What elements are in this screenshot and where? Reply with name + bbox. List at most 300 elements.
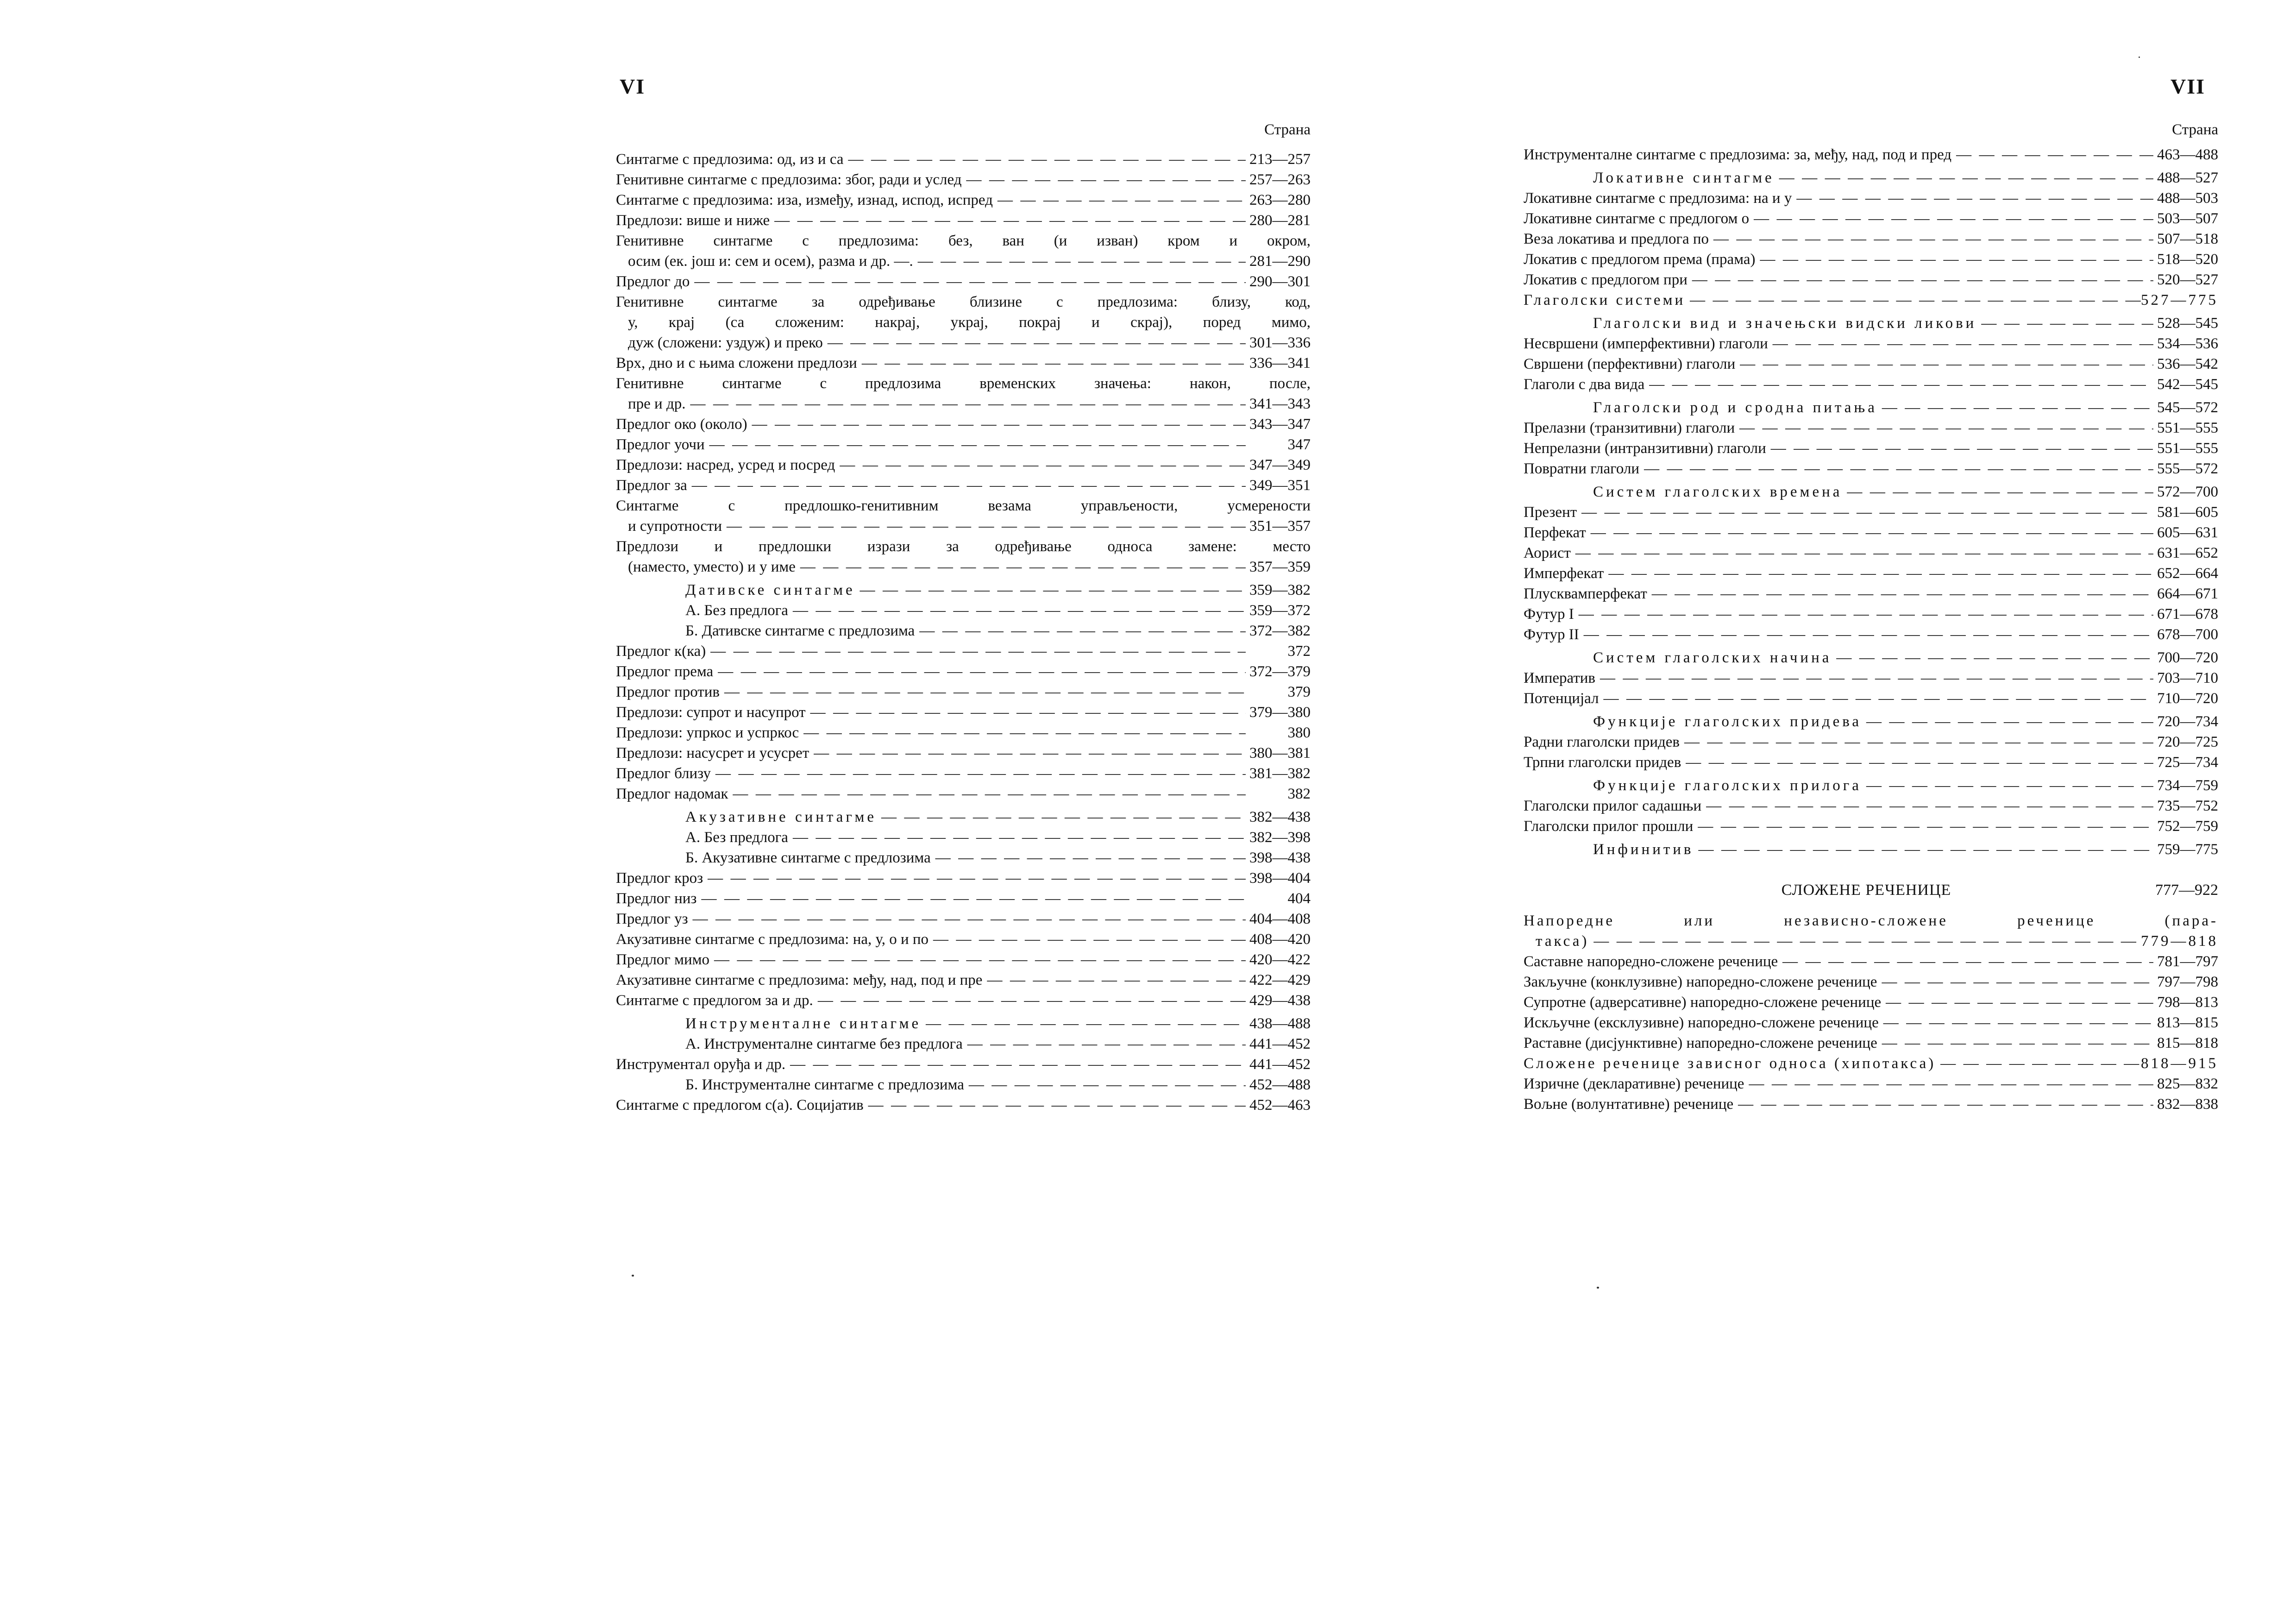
toc-entry	[1524, 711, 2218, 732]
toc-entry	[616, 702, 1311, 723]
toc-entry-title: Раставне (дисјунктивне) напоредно-сложене реченице	[1524, 1035, 1877, 1051]
dash-leader	[1877, 397, 2153, 418]
toc-entry-pages: 372—382	[1249, 623, 1311, 639]
toc-entry-title: Непрелазни (интранзитивни) глаголи	[1524, 440, 1766, 457]
print-speck	[632, 1275, 634, 1277]
toc-entry-title: Б. Акузативне синтагме с предлозима	[685, 849, 931, 866]
toc-entry-title: Предлог према	[616, 663, 714, 680]
toc-entry	[1524, 1013, 2218, 1033]
toc-entry-title: Б. Инструменталне синтагме с предлозима	[685, 1076, 964, 1093]
toc-entry	[616, 1095, 1311, 1115]
toc-entry-pages: 664—671	[2157, 585, 2218, 602]
toc-entry-pages: 341—343	[1249, 396, 1311, 412]
dash-leader	[963, 1034, 1246, 1054]
toc-entry-title: Предлог за	[616, 477, 687, 494]
dash-leader	[1577, 502, 2153, 522]
toc-entry-title: Глаголски прилог садашњи	[1524, 798, 1702, 814]
toc-entry-title-line: у, крај (са сложеним: накрај, украј, покрај и скрај), поред мимо,	[628, 314, 1311, 331]
dash-leader	[1595, 668, 2153, 688]
toc-entry	[616, 641, 1311, 661]
toc-entry-pages: 779—818	[2141, 933, 2218, 950]
toc-entry-title: Предлог мимо	[616, 951, 710, 968]
toc-entry	[616, 723, 1311, 743]
toc-entry	[616, 784, 1311, 804]
dash-leader	[713, 661, 1246, 682]
dash-leader	[1778, 951, 2153, 972]
toc-entry	[1524, 438, 2218, 459]
toc-entry	[1524, 229, 2218, 249]
toc-entry-pages: 797—798	[2157, 974, 2218, 990]
toc-entry	[1524, 482, 2218, 502]
toc-entry	[616, 743, 1311, 763]
toc-entry-pages: 463—488	[2157, 146, 2218, 163]
toc-entry-title: Прелазни (транзитивни) глаголи	[1524, 420, 1735, 436]
dash-leader	[809, 743, 1246, 763]
dash-leader	[1647, 584, 2153, 604]
toc-entry	[1524, 816, 2218, 837]
toc-entry-title: Синтагме с предлозима: од, из и са	[616, 151, 844, 168]
toc-entry-title: Презент	[1524, 504, 1577, 521]
toc-entry-pages: 534—536	[2157, 335, 2218, 352]
toc-entry-title: Радни глаголски придев	[1524, 734, 1680, 750]
dash-leader	[1744, 1074, 2153, 1094]
column-header: Страна	[2172, 121, 2218, 138]
toc-entry-title: Повратни глаголи	[1524, 460, 1640, 477]
toc-entry-title: Систем глаголских начина	[1593, 649, 1832, 666]
toc-entry	[1524, 208, 2218, 229]
toc-entry-title: Синтагме с предлогом с(а). Социјатив	[616, 1097, 864, 1113]
toc-entry	[616, 434, 1311, 455]
toc-entry-pages: 572—700	[2157, 484, 2218, 500]
toc-entry-pages: 438—488	[1249, 1015, 1311, 1032]
toc-entry-pages: 759—775	[2157, 841, 2218, 858]
toc-entry	[1524, 522, 2218, 543]
toc-entry-pages: 349—351	[1249, 477, 1311, 494]
toc-entry-title: Предлог уочи	[616, 436, 705, 453]
toc-entry-pages: 336—341	[1249, 355, 1311, 371]
toc-entry	[1524, 732, 2218, 752]
toc-entry-title: А. Без предлога	[685, 602, 788, 619]
dash-leader	[844, 149, 1246, 170]
toc-entry-title: Акузативне синтагме с предлозима: међу, над, под и пре	[616, 972, 983, 988]
toc-entry-title: Потенцијал	[1524, 690, 1599, 707]
toc-entry-last-line	[616, 394, 1311, 414]
toc-entry	[616, 888, 1311, 909]
toc-entry-title: Предлог низ	[616, 890, 697, 907]
page-number: VI	[620, 75, 646, 98]
toc-block	[1524, 145, 2218, 860]
toc-entry-pages: 420—422	[1249, 951, 1311, 968]
dash-leader	[806, 702, 1246, 723]
dash-leader	[687, 475, 1246, 496]
toc-entry-title: Футур I	[1524, 606, 1574, 623]
toc-entry	[1524, 168, 2218, 188]
toc-entry	[1524, 668, 2218, 688]
toc-entry-title-cont: пре и др.	[628, 396, 686, 412]
toc-entry-pages: 825—832	[2157, 1076, 2218, 1092]
toc-entry-pages: 671—678	[2157, 606, 2218, 623]
toc-entry	[1524, 1094, 2218, 1114]
toc-entry-title: Саставне напоредно-сложене реченице	[1524, 953, 1778, 970]
dash-leader	[1936, 1053, 2141, 1074]
column-header: Страна	[1264, 121, 1311, 138]
toc-entry-pages: 528—545	[2157, 315, 2218, 332]
dash-leader	[1832, 648, 2153, 668]
toc-entry-title: Глаголски системи	[1524, 292, 1686, 308]
toc-entry-title: Предлог к(ка)	[616, 643, 706, 660]
toc-entry-title: Локатив с предлогом при	[1524, 271, 1687, 288]
dash-leader	[1877, 972, 2153, 992]
toc-entry-pages: 536—542	[2157, 356, 2218, 372]
dash-leader	[1756, 249, 2154, 270]
toc-entry	[616, 475, 1311, 496]
toc-entry-title: Инфинитив	[1593, 841, 1694, 858]
toc-entry-pages: 488—503	[2157, 190, 2218, 207]
dash-leader	[711, 763, 1246, 784]
toc-entry	[1524, 145, 2218, 165]
toc-entry-title: Предлог надомак	[616, 786, 728, 802]
dash-leader	[877, 807, 1246, 827]
toc-entry-last-line	[616, 557, 1311, 577]
major-heading	[1524, 880, 2218, 900]
toc-entry-pages: 359—382	[1249, 582, 1311, 598]
toc-entry-pages: 213—257	[1249, 151, 1311, 168]
toc-entry-pages: 452—463	[1249, 1097, 1311, 1113]
toc-entry-pages: 372—379	[1249, 663, 1311, 680]
dash-leader	[785, 1054, 1246, 1075]
print-speck	[2139, 57, 2140, 58]
toc-entry-pages: 518—520	[2157, 251, 2218, 268]
toc-entry	[1524, 459, 2218, 479]
toc-entry-pages: 703—710	[2157, 670, 2218, 686]
toc-entry-pages: 398—438	[1249, 849, 1311, 866]
dash-leader	[1766, 438, 2153, 459]
toc-entry-title: Предлог близу	[616, 765, 711, 782]
dash-leader	[1693, 816, 2153, 837]
toc-entry	[1524, 1053, 2218, 1074]
toc-entry-pages: 520—527	[2157, 271, 2218, 288]
dash-leader	[788, 827, 1246, 848]
toc-entry	[1524, 1074, 2218, 1094]
print-speck	[1597, 1287, 1599, 1289]
dash-leader	[703, 868, 1246, 888]
dash-leader	[747, 414, 1246, 434]
toc-entry	[616, 210, 1311, 231]
dash-leader	[796, 557, 1246, 577]
toc-entry	[1524, 911, 2218, 951]
dash-leader	[1792, 188, 2153, 208]
toc-entry-title: Несвршени (имперфективни) глаголи	[1524, 335, 1768, 352]
dash-leader	[913, 251, 1246, 271]
toc-entry	[616, 190, 1311, 210]
toc-entry-pages: 700—720	[2157, 649, 2218, 666]
toc-entry	[1524, 775, 2218, 796]
toc-entry-title: А. Без предлога	[685, 829, 788, 846]
toc-entry-pages: 422—429	[1249, 972, 1311, 988]
toc-entry-title: Генитивне синтагме с предлозима временских значења: након, после,	[616, 375, 1311, 392]
toc-entry-title: Вољне (волунтативне) реченице	[1524, 1096, 1734, 1113]
dash-leader	[813, 990, 1246, 1011]
toc-entry-title: Предлози: више и ниже	[616, 212, 770, 229]
toc-entry-pages: 372	[1287, 643, 1311, 660]
toc-entry	[616, 292, 1311, 353]
toc-entry-title: Глаголи с два вида	[1524, 376, 1645, 393]
toc-entry-pages: 581—605	[2157, 504, 2218, 521]
toc-entry-title: Перфекат	[1524, 524, 1586, 541]
toc-entry-title-cont: дуж (сложени: уздуж) и преко	[628, 334, 823, 351]
toc-entry-title: Трпни глаголски придев	[1524, 754, 1681, 771]
dash-leader	[1842, 482, 2153, 502]
dash-leader	[1694, 839, 2153, 860]
toc-entry	[616, 1075, 1311, 1095]
dash-leader	[1639, 459, 2153, 479]
toc-entry-pages: 605—631	[2157, 524, 2218, 541]
toc-entry-title: Генитивне синтагме за одређивање близине с предлозима: близу, код,	[616, 294, 1311, 310]
toc-entry-pages: 359—372	[1249, 602, 1311, 619]
toc-entry-pages: 725—734	[2157, 754, 2218, 771]
toc-entry	[616, 496, 1311, 536]
toc-entry	[616, 231, 1311, 271]
dash-leader	[1586, 522, 2153, 543]
dash-leader	[728, 784, 1246, 804]
toc-entry-pages: 527—775	[2141, 292, 2218, 308]
toc-entry-title: Инструменталне синтагме с предлозима: за, међу, над, под и пред	[1524, 146, 1952, 163]
toc-entry-pages: 551—555	[2157, 440, 2218, 457]
toc-entry-title: Предлог уз	[616, 911, 688, 927]
dash-leader	[864, 1095, 1246, 1115]
dash-leader	[788, 600, 1246, 621]
dash-leader	[1579, 624, 2153, 645]
toc-entry-pages: 281—290	[1249, 253, 1311, 270]
toc-entry-pages: 404—408	[1249, 911, 1311, 927]
toc-entry-pages: 735—752	[2157, 798, 2218, 814]
toc-entry-pages: 379	[1287, 684, 1311, 700]
dash-leader	[823, 333, 1246, 353]
toc-entry-title: Дативске синтагме	[685, 582, 855, 598]
toc-entry	[1524, 688, 2218, 709]
toc-entry-title: Генитивне синтагме с предлозима: због, ради и услед	[616, 171, 962, 188]
toc-entry-pages: 441—452	[1249, 1036, 1311, 1052]
dash-leader	[835, 455, 1246, 475]
dash-leader	[915, 621, 1246, 641]
toc-entry-title: Инструменталне синтагме	[685, 1015, 922, 1032]
dash-leader	[962, 170, 1246, 190]
toc-entry-last-line	[616, 251, 1311, 271]
toc-entry-pages: 343—347	[1249, 416, 1311, 433]
toc-entry	[1524, 796, 2218, 816]
toc-entry	[616, 763, 1311, 784]
toc-entry	[616, 373, 1311, 414]
dash-leader	[696, 888, 1246, 909]
toc-entry	[616, 600, 1311, 621]
dash-leader	[1701, 796, 2153, 816]
dash-leader	[1768, 333, 2153, 354]
toc-entry-pages: 710—720	[2157, 690, 2218, 707]
dash-leader	[857, 353, 1246, 373]
dash-leader	[1574, 604, 2153, 624]
dash-leader	[1976, 313, 2153, 333]
toc-entry-last-line	[616, 516, 1311, 536]
toc-entry-title: Предлози: супрот и насупрот	[616, 704, 806, 721]
toc-entry	[1524, 624, 2218, 645]
toc-entry-title: Локатив с предлогом према (прама)	[1524, 251, 1756, 268]
toc-entry-title: Напоредне или независно-сложене реченице (пара-	[1524, 912, 2218, 929]
toc-entry-pages: 652—664	[2157, 565, 2218, 582]
dash-leader	[1709, 229, 2153, 249]
dash-leader	[799, 723, 1246, 743]
toc-entry-pages: 678—700	[2157, 626, 2218, 643]
dash-leader	[709, 950, 1246, 970]
dash-leader	[1879, 1013, 2153, 1033]
toc-entry-title: Синтагме с предлозима: иза, између, изнад, испод, испред	[616, 192, 993, 208]
toc-entry	[616, 170, 1311, 190]
dash-leader	[1735, 354, 2153, 374]
toc-entry-pages: 351—357	[1249, 518, 1311, 535]
toc-entry-title: Предлози и предлошки изрази за одређивање односа замене: место	[616, 538, 1311, 555]
toc-entry-pages: 379—380	[1249, 704, 1311, 721]
toc-entry-pages: 734—759	[2157, 777, 2218, 794]
toc-entry-pages: 631—652	[2157, 545, 2218, 561]
toc-entry-pages: 263—280	[1249, 192, 1311, 208]
toc-entry-title: Акузативне синтагме с предлозима: на, у, о и по	[616, 931, 929, 948]
toc-entry	[1524, 418, 2218, 438]
toc-entry-title: Локативне синтагме	[1593, 170, 1775, 186]
toc-entry-pages: 429—438	[1249, 992, 1311, 1009]
dash-leader	[921, 1013, 1246, 1034]
toc-entry-pages: 382	[1287, 786, 1311, 802]
toc-entry	[616, 970, 1311, 990]
toc-entry-title: Врх, дно и с њима сложени предлози	[616, 355, 857, 371]
toc-entry-pages: 551—555	[2157, 420, 2218, 436]
toc-entry-pages: 503—507	[2157, 210, 2218, 227]
dash-leader	[855, 580, 1246, 600]
toc-entry-pages: 290—301	[1249, 273, 1311, 290]
toc-entry-title: Акузативне синтагме	[685, 809, 877, 825]
toc-entry-pages: 382—438	[1249, 809, 1311, 825]
dash-leader	[705, 434, 1246, 455]
dash-leader	[1644, 374, 2153, 395]
dash-leader	[928, 929, 1246, 950]
toc-entry	[1524, 604, 2218, 624]
toc-entry	[616, 868, 1311, 888]
toc-entry	[1524, 313, 2218, 333]
toc-entry-pages: 545—572	[2157, 399, 2218, 416]
toc-entry-last-line	[1524, 931, 2218, 951]
toc-entry	[1524, 333, 2218, 354]
toc-entry	[616, 455, 1311, 475]
toc-entry-title: Предлози: упркос и успркос	[616, 724, 799, 741]
toc-entry-pages: 301—336	[1249, 334, 1311, 351]
dash-leader	[1733, 1094, 2153, 1114]
page-number: VII	[2170, 75, 2205, 98]
dash-leader	[1571, 543, 2153, 563]
toc-entry-title: Глаголски прилог прошли	[1524, 818, 1694, 835]
toc-entry-title: Глаголски вид и значењски видски ликови	[1593, 315, 1977, 332]
toc-entry	[1524, 584, 2218, 604]
toc-entry-title: Свршени (перфективни) глаголи	[1524, 356, 1736, 372]
dash-leader	[1951, 145, 2153, 165]
toc-entry-pages: 347—349	[1249, 457, 1311, 473]
toc-entry-title: Синтагме с предлошко-генитивним везама управљености, усмерености	[616, 497, 1311, 514]
toc-entry-title: Искључне (ексклузивне) напоредно-сложене реченице	[1524, 1014, 1879, 1031]
toc-entry-pages: 408—420	[1249, 931, 1311, 948]
toc-entry	[616, 1054, 1311, 1075]
toc-entry-pages: 507—518	[2157, 231, 2218, 247]
dash-leader	[686, 394, 1246, 414]
toc-entry	[616, 271, 1311, 292]
dash-leader	[1877, 1033, 2153, 1053]
toc-entry	[616, 536, 1311, 577]
dash-leader	[964, 1075, 1246, 1095]
toc-entry	[616, 661, 1311, 682]
toc-entry-title: А. Инструменталне синтагме без предлога	[685, 1036, 963, 1052]
toc-entry-title: Систем глаголских времена	[1593, 484, 1843, 500]
toc-entry	[616, 848, 1311, 868]
toc-entry-title: Глаголски род и сродна питања	[1593, 399, 1877, 416]
toc-entry	[1524, 354, 2218, 374]
toc-block	[1524, 911, 2218, 1114]
toc-entry	[616, 353, 1311, 373]
dash-leader	[1881, 992, 2153, 1013]
toc-entry	[1524, 563, 2218, 584]
toc-entry	[1524, 1033, 2218, 1053]
toc-entry-pages: 441—452	[1249, 1056, 1311, 1073]
dash-leader	[1589, 931, 2141, 951]
major-heading-pages: 777—922	[2155, 881, 2218, 899]
dash-leader	[1687, 270, 2153, 290]
toc-entry	[1524, 270, 2218, 290]
dash-leader	[1735, 418, 2153, 438]
toc-entry	[616, 1034, 1311, 1054]
dash-leader	[690, 271, 1246, 292]
toc-entry-title: Императив	[1524, 670, 1595, 686]
toc-entry	[1524, 502, 2218, 522]
toc-entry-title: Плусквамперфекат	[1524, 585, 1647, 602]
dash-leader	[993, 190, 1246, 210]
toc-entry-pages: 347	[1287, 436, 1311, 453]
dash-leader	[1604, 563, 2153, 584]
toc-entry	[616, 149, 1311, 170]
dash-leader	[1681, 752, 2153, 773]
toc-entry-title: Закључне (конклузивне) напоредно-сложене реченице	[1524, 974, 1877, 990]
toc-entry-title: Аорист	[1524, 545, 1571, 561]
toc-entry-pages: 720—725	[2157, 734, 2218, 750]
toc-entry	[616, 990, 1311, 1011]
toc-entry-pages: 257—263	[1249, 171, 1311, 188]
toc-entry	[616, 909, 1311, 929]
toc-entry	[1524, 752, 2218, 773]
dash-leader	[688, 909, 1246, 929]
dash-leader	[720, 682, 1246, 702]
toc-entry-title: Предлог кроз	[616, 870, 703, 887]
toc-entry-title: Сложене реченице зависног односа (хипотакса)	[1524, 1055, 1936, 1072]
toc-entry-title: Функције глаголских придева	[1593, 713, 1862, 730]
dash-leader	[1775, 168, 2153, 188]
toc-entry-pages: 280—281	[1249, 212, 1311, 229]
toc-entry	[1524, 951, 2218, 972]
dash-leader	[931, 848, 1246, 868]
dash-leader	[1685, 290, 2141, 310]
major-heading-title: СЛОЖЕНЕ РЕЧЕНИЦЕ	[1781, 881, 1951, 899]
toc-entry-pages: 832—838	[2157, 1096, 2218, 1113]
toc-entry	[616, 950, 1311, 970]
toc-entry-title: Имперфекат	[1524, 565, 1604, 582]
toc-entry	[1524, 188, 2218, 208]
toc-entry	[616, 580, 1311, 600]
toc-entry-title: Инструментал оруђа и др.	[616, 1056, 786, 1073]
toc-entry-pages: 813—815	[2157, 1014, 2218, 1031]
toc-entry-title: Функције глаголских прилога	[1593, 777, 1862, 794]
